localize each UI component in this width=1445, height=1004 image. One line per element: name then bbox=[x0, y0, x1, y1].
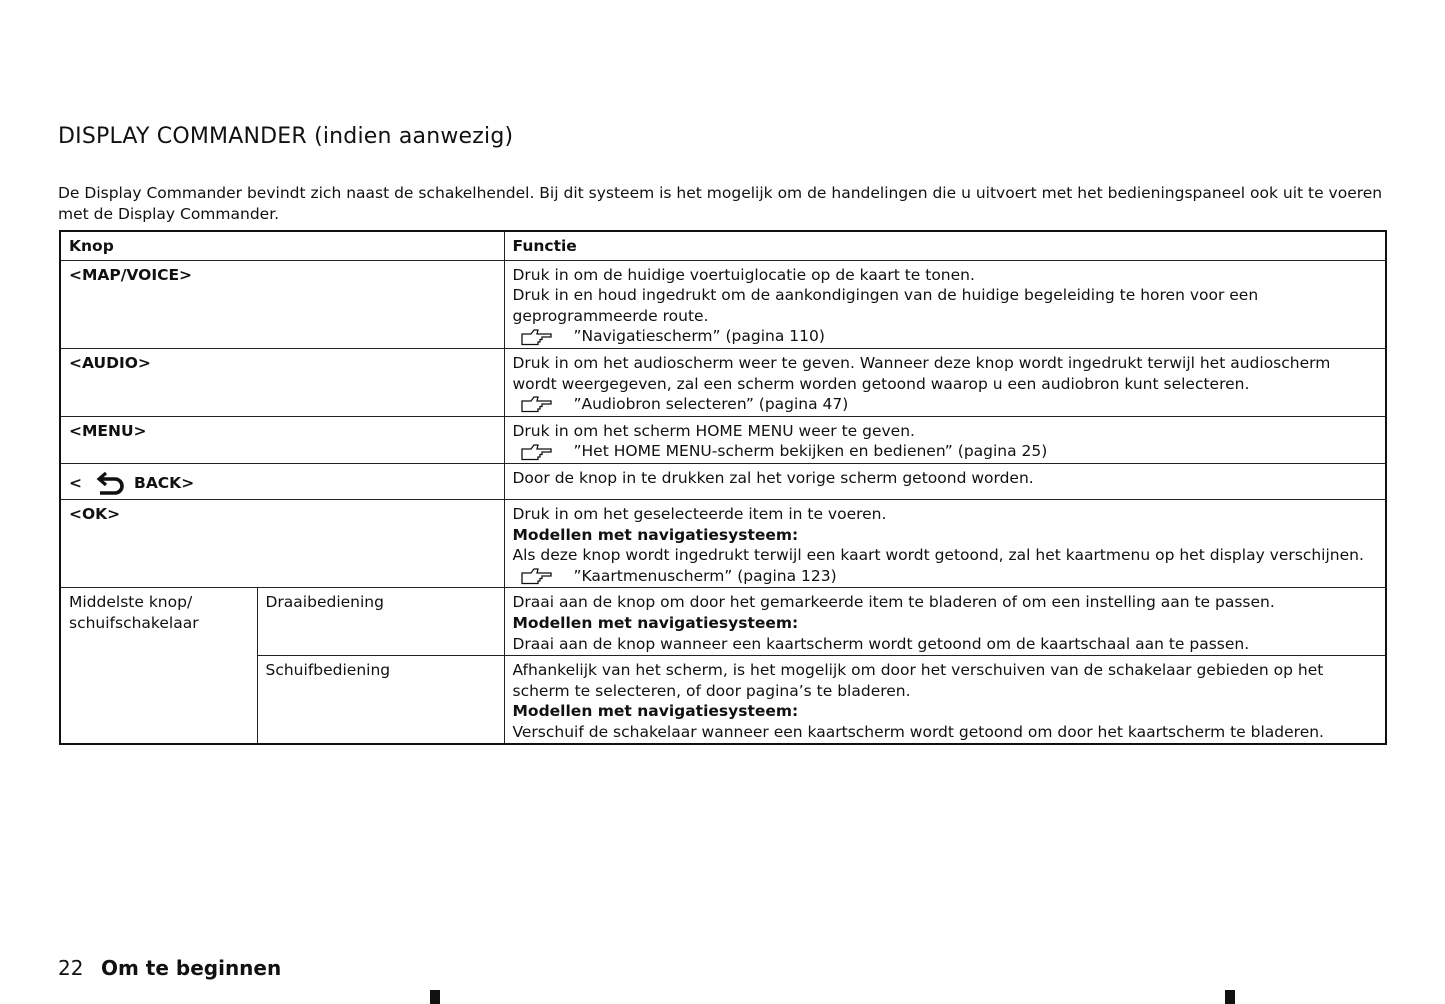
functie-text: Druk in om het geselecteerde item in te voeren. bbox=[512, 504, 887, 523]
pointing-hand-icon bbox=[521, 443, 555, 461]
pointing-hand-icon bbox=[521, 567, 555, 585]
table-row bbox=[60, 656, 1386, 745]
section-title: Om te beginnen bbox=[101, 956, 282, 980]
knop-back bbox=[60, 463, 504, 499]
functie-text: Als deze knop wordt ingedrukt terwijl een kaart wordt getoond, zal het kaartmenu op het display verschijnen. bbox=[512, 546, 1364, 565]
sub-knop-rotate: Draaibediening bbox=[257, 588, 504, 656]
table-row bbox=[60, 416, 1386, 463]
reference-text: ”Navigatiescherm” (pagina 110) bbox=[573, 327, 825, 346]
page-reference bbox=[513, 441, 1378, 462]
knop-audio: <AUDIO> bbox=[60, 348, 504, 416]
page-title: DISPLAY COMMANDER (indien aanwezig) bbox=[58, 124, 514, 149]
header-functie: Functie bbox=[504, 231, 1386, 260]
functie-text: Druk in om het audioscherm weer te geven. Wanneer deze knop wordt ingedrukt terwijl het audioscherm wordt weergegeven, zal een scherm worden getoond waarop u een audiobron kunt selecteren. bbox=[512, 353, 1331, 393]
crop-mark bbox=[430, 990, 440, 1004]
nav-heading: Modellen met navigatiesysteem: bbox=[512, 613, 799, 632]
functie-rotate bbox=[504, 588, 1386, 656]
pointing-hand-icon bbox=[521, 328, 555, 346]
functie-text: Door de knop in te drukken zal het vorige scherm getoond worden. bbox=[512, 468, 1034, 487]
functie-text: Draai aan de knop om door het gemarkeerde item te bladeren of om een instelling aan te passen. bbox=[512, 593, 1275, 612]
nav-heading: Modellen met navigatiesysteem: bbox=[512, 525, 799, 544]
page-number: 22 bbox=[58, 956, 84, 980]
reference-text: ”Het HOME MENU-scherm bekijken en bedienen” (pagina 25) bbox=[573, 442, 1048, 461]
functie-text: Druk in en houd ingedrukt om de aankondigingen van de huidige begeleiding te horen voor een geprogrammeerde route. bbox=[512, 286, 1259, 325]
functie-map-voice bbox=[504, 260, 1386, 348]
table-row bbox=[60, 499, 1386, 587]
table-row bbox=[60, 260, 1386, 348]
functie-ok bbox=[504, 499, 1386, 587]
knop-back-label: BACK> bbox=[134, 473, 195, 492]
header-knop: Knop bbox=[60, 231, 504, 260]
reference-text: ”Audiobron selecteren” (pagina 47) bbox=[573, 395, 849, 414]
knop-ok: <OK> bbox=[60, 499, 504, 587]
functie-text: Druk in om het scherm HOME MENU weer te geven. bbox=[512, 421, 915, 440]
page-reference bbox=[513, 566, 1378, 587]
table-header-row bbox=[60, 231, 1386, 260]
table-row bbox=[60, 348, 1386, 416]
functie-back bbox=[504, 463, 1386, 499]
functie-text: Draai aan de knop wanneer een kaartscherm wordt getoond om de kaartschaal aan te passen. bbox=[512, 634, 1250, 653]
functie-audio bbox=[504, 348, 1386, 416]
page-reference bbox=[513, 394, 1378, 415]
knop-map-voice: <MAP/VOICE> bbox=[60, 260, 504, 348]
page-reference bbox=[513, 326, 1378, 347]
crop-mark bbox=[1225, 990, 1235, 1004]
sub-knop-slide: Schuifbediening bbox=[257, 656, 504, 745]
functie-text: Druk in om de huidige voertuiglocatie op de kaart te tonen. bbox=[512, 265, 975, 284]
pointing-hand-icon bbox=[521, 395, 555, 413]
back-arrow-icon bbox=[96, 470, 126, 496]
functie-text: Verschuif de schakelaar wanneer een kaartscherm wordt getoond om door het kaartscherm te bladeren. bbox=[512, 722, 1324, 741]
knop-middle: Middelste knop/ schuifschakelaar bbox=[60, 588, 257, 745]
knop-menu: <MENU> bbox=[60, 416, 504, 463]
intro-paragraph: De Display Commander bevindt zich naast de schakelhendel. Bij dit systeem is het mogelijk om de handelingen die u uitvoert met het bedieningspaneel ook uit te voeren met de Display Commander. bbox=[58, 184, 1383, 223]
knop-back-prefix: < bbox=[69, 473, 82, 492]
commander-table bbox=[59, 230, 1387, 745]
table-row bbox=[60, 588, 1386, 656]
functie-slide bbox=[504, 656, 1386, 745]
functie-text: Afhankelijk van het scherm, is het mogelijk om door het verschuiven van de schakelaar gebieden op het scherm te selecteren, of door pagina’s te bladeren. bbox=[512, 661, 1324, 700]
table-row bbox=[60, 463, 1386, 499]
reference-text: ”Kaartmenuscherm” (pagina 123) bbox=[573, 566, 837, 585]
functie-menu bbox=[504, 416, 1386, 463]
nav-heading: Modellen met navigatiesysteem: bbox=[512, 702, 799, 721]
